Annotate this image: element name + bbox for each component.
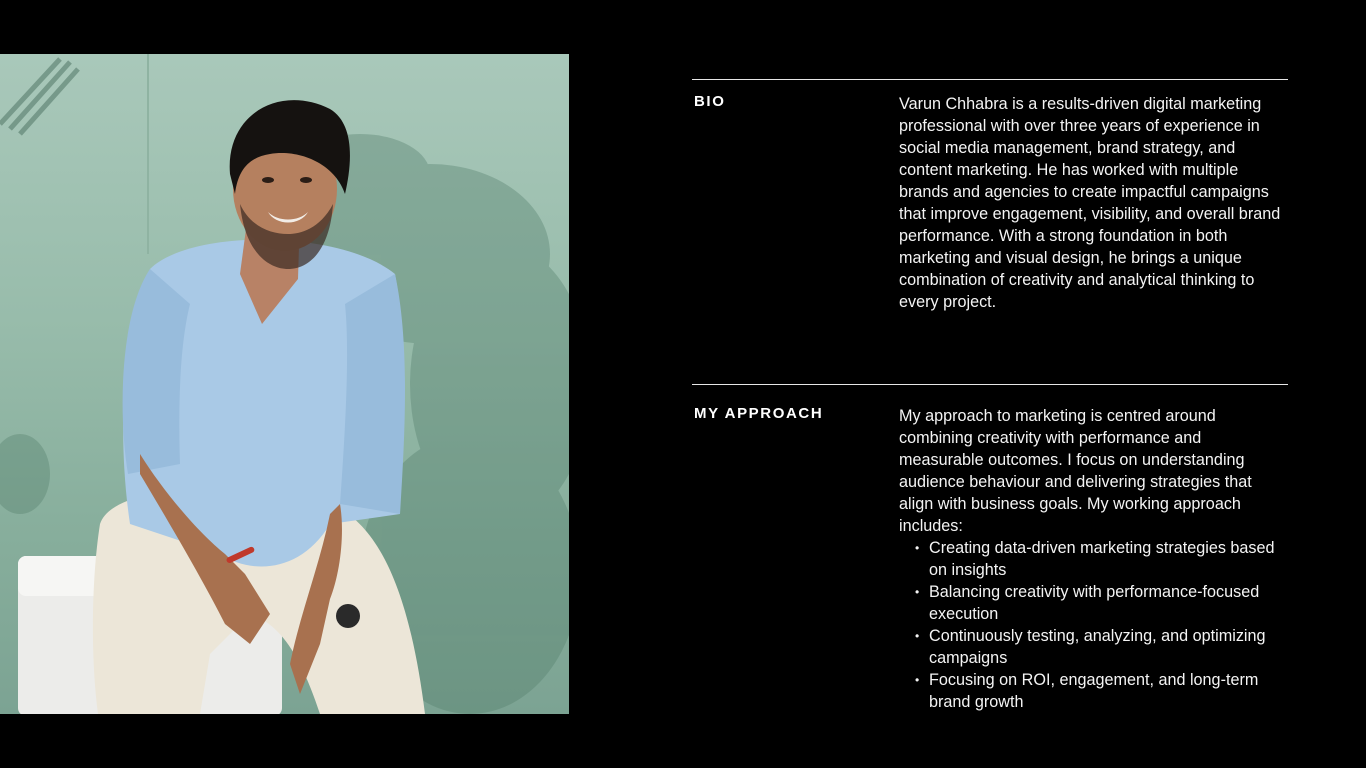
bullet-icon: • (915, 541, 920, 555)
approach-list (899, 537, 1289, 713)
bio-heading: BIO (694, 93, 726, 110)
approach-list-item (914, 669, 1289, 713)
profile-photo-illustration (0, 54, 569, 714)
bullet-icon: • (915, 673, 920, 687)
approach-list-item-text: Balancing creativity with performance-focused execution (929, 583, 1260, 623)
bullet-icon: • (915, 629, 920, 643)
bullet-icon: • (915, 585, 920, 599)
bio-text: Varun Chhabra is a results-driven digital marketing professional with over three years of experience in social media management, brand strategy, and content marketing. He has worked with multiple brands and agencies to create impactful campaigns that improve engagement, visibility, and overall brand performance. With a strong foundation in both marketing and visual design, he brings a unique combination of creativity and analytical thinking to every project. (899, 95, 1281, 311)
profile-photo (0, 54, 569, 714)
approach-section (692, 384, 1288, 711)
approach-list-item (914, 537, 1289, 581)
approach-list-item (914, 581, 1289, 625)
approach-body (899, 405, 1289, 713)
approach-list-item (914, 625, 1289, 669)
approach-heading: MY APPROACH (694, 405, 824, 422)
approach-intro: My approach to marketing is centred around combining creativity with performance and measurable outcomes. I focus on understanding audience behaviour and delivering strategies that align with business goals. My working approach includes: (899, 407, 1252, 535)
bio-section (692, 79, 1288, 311)
bio-body (899, 93, 1289, 313)
approach-list-item-text: Focusing on ROI, engagement, and long-term brand growth (929, 671, 1259, 711)
approach-list-item-text: Continuously testing, analyzing, and optimizing campaigns (929, 627, 1266, 667)
approach-list-item-text: Creating data-driven marketing strategies based on insights (929, 539, 1275, 579)
